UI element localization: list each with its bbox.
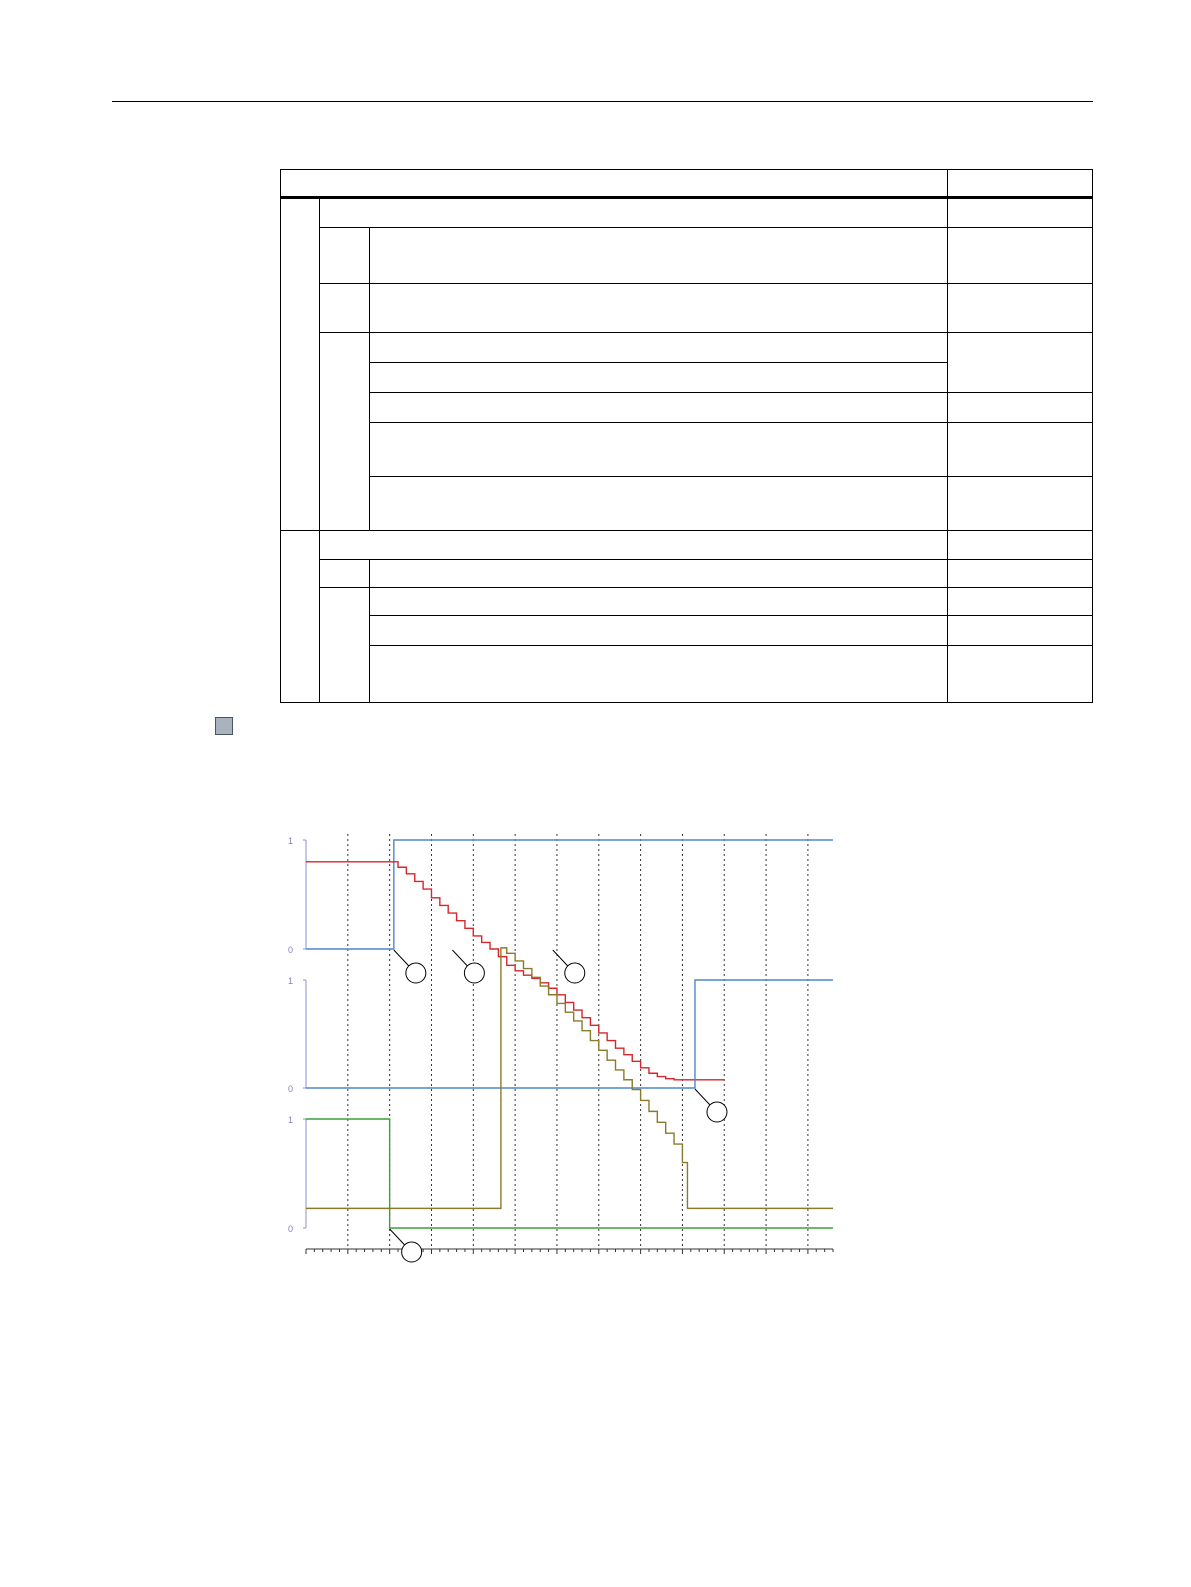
y-tick-label: 0 — [288, 1224, 294, 1234]
callout-circle — [707, 1102, 727, 1122]
table-row-value — [947, 392, 1093, 423]
callout-circle — [464, 963, 484, 983]
y-tick-label: 1 — [288, 976, 294, 986]
table-row-text — [369, 362, 948, 393]
page-header-rule — [112, 101, 1093, 102]
subgroup-label — [319, 332, 370, 531]
table-row-text — [369, 645, 948, 703]
group-title — [319, 199, 948, 228]
table-row-value — [947, 645, 1093, 703]
table-row-text — [369, 392, 948, 423]
table-row-text — [369, 422, 948, 477]
table-row-text — [369, 283, 948, 333]
table-row-value — [947, 283, 1093, 333]
table-row-text — [369, 559, 948, 588]
table-row-value — [947, 587, 1093, 616]
table-row-text — [369, 332, 948, 363]
table-row-text — [369, 227, 948, 284]
group-title-value — [947, 199, 1093, 228]
subgroup-label — [319, 587, 370, 703]
group-label — [280, 530, 320, 703]
y-tick-label: 0 — [288, 1084, 294, 1094]
table-header-description — [280, 169, 948, 199]
callout-circle — [406, 963, 426, 983]
callout-leader — [695, 1089, 710, 1105]
table-row-text — [369, 587, 948, 616]
table-row-value — [947, 332, 1093, 393]
callout-leader — [452, 950, 467, 966]
subgroup-label — [319, 283, 370, 333]
table-row-value — [947, 559, 1093, 588]
y-tick-label: 1 — [288, 1115, 294, 1125]
table-row-value — [947, 615, 1093, 646]
table-row-value — [947, 476, 1093, 531]
callout-circle — [565, 963, 585, 983]
callout-circle — [402, 1242, 422, 1262]
note-marker — [215, 717, 233, 735]
series-line — [306, 948, 833, 1209]
callout-leader — [553, 950, 568, 966]
table-row-value — [947, 422, 1093, 477]
table-row-text — [369, 615, 948, 646]
series-line — [306, 840, 833, 949]
group-title — [319, 530, 948, 560]
subgroup-label — [319, 227, 370, 284]
group-label — [280, 199, 320, 531]
table-row-value — [947, 227, 1093, 284]
series-line — [306, 1119, 833, 1228]
table-header-value — [947, 169, 1093, 199]
signal-timing-chart — [280, 820, 840, 1270]
series-line — [306, 980, 833, 1088]
callout-leader — [394, 950, 409, 966]
subgroup-label — [319, 559, 370, 588]
y-tick-label: 1 — [288, 836, 294, 846]
callout-leader — [390, 1229, 405, 1245]
group-title-value — [947, 530, 1093, 560]
y-tick-label: 0 — [288, 945, 294, 955]
table-row-text — [369, 476, 948, 531]
